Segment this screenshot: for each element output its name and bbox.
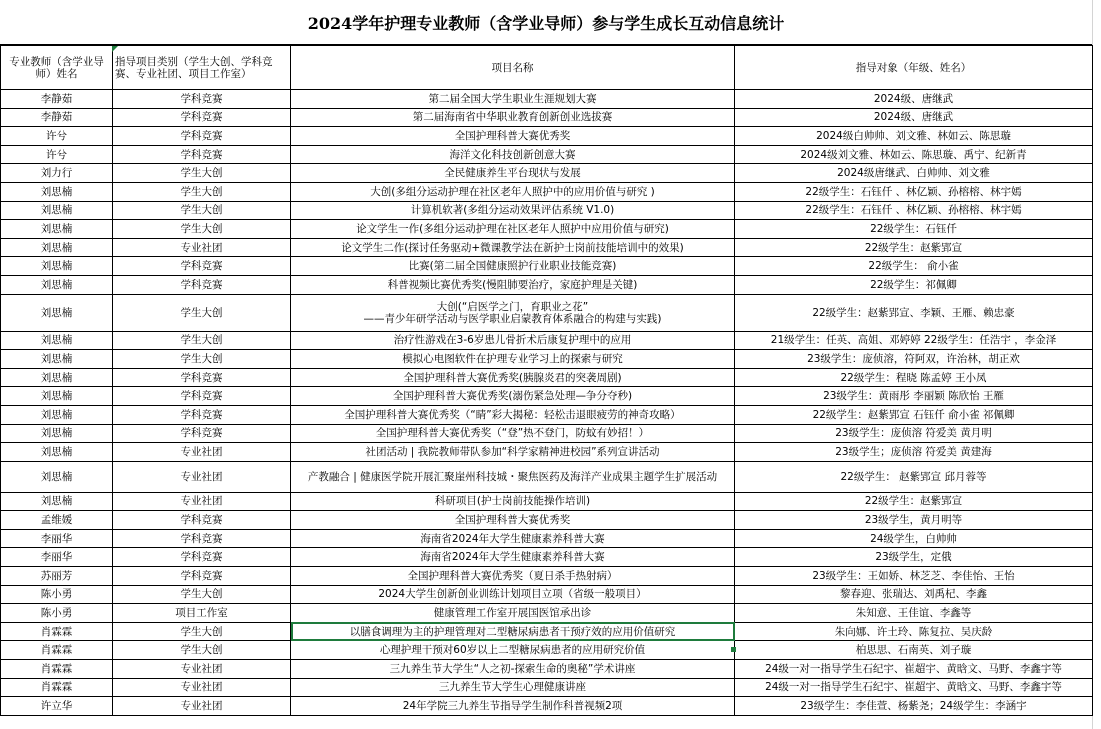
cell-project[interactable]: 全国护理科普大赛优秀奖 (291, 511, 735, 530)
table-row (1, 461, 1093, 492)
cell-target[interactable]: 24级一对一指导学生石纪宇、崔超宇、黄晗文、马野、李鑫宇等 (735, 678, 1093, 697)
cell-target[interactable]: 2024级、唐继武 (735, 108, 1093, 127)
cell-teacher[interactable]: 刘力行 (1, 164, 113, 183)
cell-project[interactable]: 治疗性游戏在3-6岁患儿骨折术后康复护理中的应用 (291, 331, 735, 350)
table-row (1, 697, 1093, 716)
cell-teacher[interactable]: 刘思楠 (1, 257, 113, 276)
table-row (1, 405, 1093, 424)
cell-category[interactable]: 专业社团 (113, 238, 291, 257)
cell-category[interactable]: 学科竞赛 (113, 511, 291, 530)
comment-indicator-icon (112, 46, 118, 52)
cell-category[interactable]: 学科竞赛 (113, 529, 291, 548)
table-row (1, 641, 1093, 660)
cell-category[interactable]: 学生大创 (113, 220, 291, 239)
cell-category[interactable]: 学科竞赛 (113, 90, 291, 109)
cell-teacher[interactable]: 肖霖霖 (1, 660, 113, 679)
cell-category[interactable]: 学科竞赛 (113, 387, 291, 406)
cell-teacher[interactable]: 李丽华 (1, 548, 113, 567)
cell-category[interactable]: 专业社团 (113, 678, 291, 697)
cell-project[interactable]: 全国护理科普大赛优秀奖（夏日杀手热射病） (291, 567, 735, 586)
cell-category[interactable]: 学科竞赛 (113, 127, 291, 146)
cell-project[interactable]: 全国护理科普大赛优秀奖 (291, 127, 735, 146)
header-project[interactable]: 项目名称 (291, 46, 735, 90)
cell-teacher[interactable]: 刘思楠 (1, 405, 113, 424)
table-row (1, 108, 1093, 127)
cell-category[interactable]: 学生大创 (113, 331, 291, 350)
cell-category[interactable]: 学科竞赛 (113, 145, 291, 164)
cell-target[interactable]: 21级学生：任英、高姐、邓婷婷 22级学生：任浩宇 ，李金泽 (735, 331, 1093, 350)
header-target[interactable]: 指导对象（年级、姓名） (735, 46, 1093, 90)
cell-target[interactable]: 23级学生：庞侦溶 符爱美 黄月明 (735, 424, 1093, 443)
cell-target[interactable]: 黎春迎、张瑞达、刘禹杞、李鑫 (735, 585, 1093, 604)
cell-target[interactable]: 22级学生：祁佩卿 (735, 275, 1093, 294)
cell-project[interactable]: 第二届全国大学生职业生涯规划大赛 (291, 90, 735, 109)
cell-project[interactable]: 24年学院三九养生节指导学生制作科普视频2项 (291, 697, 735, 716)
cell-project[interactable]: 第二届海南省中华职业教育创新创业选拔赛 (291, 108, 735, 127)
cell-teacher[interactable]: 陈小勇 (1, 585, 113, 604)
table-row (1, 127, 1093, 146)
cell-project[interactable]: 健康管理工作室开展国医馆承出诊 (291, 604, 735, 623)
cell-project[interactable]: 模拟心电图软件在护理专业学习上的探索与研究 (291, 350, 735, 369)
table-row (1, 492, 1093, 511)
cell-category[interactable]: 学生大创 (113, 182, 291, 201)
cell-teacher[interactable]: 肖霖霖 (1, 678, 113, 697)
table-row (1, 164, 1093, 183)
cell-category[interactable]: 学生大创 (113, 622, 291, 641)
cell-category[interactable]: 学科竞赛 (113, 275, 291, 294)
cell-project[interactable]: 科普视频比赛优秀奖(慢阻肺要治疗，家庭护理是关键) (291, 275, 735, 294)
cell-project[interactable]: 论文学生一作(多组分运动护理在社区老年人照护中应用价值与研究) (291, 220, 735, 239)
table-row (1, 145, 1093, 164)
cell-teacher[interactable]: 肖霖霖 (1, 622, 113, 641)
cell-teacher[interactable]: 李丽华 (1, 529, 113, 548)
cell-target[interactable]: 22级学生：赵紫郢宣、李颖、王雁、赖忠豪 (735, 294, 1093, 331)
cell-target[interactable]: 23级学生：黄雨彤 李丽颖 陈欣怡 王雁 (735, 387, 1093, 406)
cell-project[interactable]: 比赛(第二届全国健康照护行业职业技能竞赛) (291, 257, 735, 276)
cell-category[interactable]: 专业社团 (113, 443, 291, 462)
table-row (1, 294, 1093, 331)
cell-project[interactable]: 社团活动 | 我院教师带队参加“科学家精神进校园”系列宣讲活动 (291, 443, 735, 462)
cell-project[interactable]: 计算机软著(多组分运动效果评估系统 V1.0) (291, 201, 735, 220)
cell-category[interactable]: 学科竞赛 (113, 257, 291, 276)
cell-project[interactable]: 科研项目(护士岗前技能操作培训) (291, 492, 735, 511)
cell-project[interactable]: 全国护理科普大赛优秀奖（“睛”彩大揭秘：轻松击退眼疲劳的神奇攻略） (291, 405, 735, 424)
cell-target[interactable]: 22级学生： 俞小雀 (735, 257, 1093, 276)
cell-teacher[interactable]: 刘思楠 (1, 492, 113, 511)
cell-target[interactable]: 2024级唐继武、白帅帅、刘文雅 (735, 164, 1093, 183)
cell-target[interactable]: 23级学生，定俄 (735, 548, 1093, 567)
cell-category[interactable]: 学生大创 (113, 164, 291, 183)
cell-target[interactable]: 24级一对一指导学生石纪宇、崔超宇、黄晗文、马野、李鑫宇等 (735, 660, 1093, 679)
table-row (1, 387, 1093, 406)
cell-target[interactable]: 22级学生：程晓 陈孟婷 王小凤 (735, 368, 1093, 387)
table-row (1, 678, 1093, 697)
table-row (1, 220, 1093, 239)
cell-teacher[interactable]: 刘思楠 (1, 424, 113, 443)
sheet-title: 2024学年护理专业教师（含学业导师）参与学生成长互动信息统计 (0, 0, 1092, 45)
cell-teacher[interactable]: 刘思楠 (1, 461, 113, 492)
cell-target[interactable]: 22级学生：石钰仟 (735, 220, 1093, 239)
cell-category[interactable]: 专业社团 (113, 660, 291, 679)
cell-teacher[interactable]: 李静茹 (1, 108, 113, 127)
table-row (1, 201, 1093, 220)
cell-project[interactable]: 海南省2024年大学生健康素养科普大赛 (291, 529, 735, 548)
cell-teacher[interactable]: 刘思楠 (1, 368, 113, 387)
cell-teacher[interactable]: 刘思楠 (1, 201, 113, 220)
header-teacher[interactable]: 专业教师（含学业导师）姓名 (1, 46, 113, 90)
cell-target[interactable]: 2024级刘文雅、林如云、陈思璇、禹宁、纪新青 (735, 145, 1093, 164)
cell-category[interactable]: 学科竞赛 (113, 405, 291, 424)
table-row (1, 424, 1093, 443)
cell-teacher[interactable]: 刘思楠 (1, 238, 113, 257)
cell-category[interactable]: 学生大创 (113, 350, 291, 369)
cell-teacher[interactable]: 刘思楠 (1, 350, 113, 369)
cell-target[interactable]: 2024级、唐继武 (735, 90, 1093, 109)
cell-teacher[interactable]: 刘思楠 (1, 220, 113, 239)
data-table (0, 45, 1093, 716)
table-row (1, 511, 1093, 530)
cell-project[interactable]: 全国护理科普大赛优秀奖(胰腺炎君的突袭周剧) (291, 368, 735, 387)
cell-target[interactable]: 23级学生：李佳萱、杨紫尧；24级学生：李涵宇 (735, 697, 1093, 716)
cell-project[interactable]: 心理护理干预对60岁以上二型糖尿病患者的应用研究价值 (291, 641, 735, 660)
cell-teacher[interactable]: 刘思楠 (1, 387, 113, 406)
cell-target[interactable]: 2024级白帅帅、刘文雅、林如云、陈思璇 (735, 127, 1093, 146)
cell-target[interactable]: 朱向娜、许土玲、陈复拉、吴庆龄 (735, 622, 1093, 641)
cell-project[interactable]: 全国护理科普大赛优秀奖（“登”热不登门，防蚊有妙招！） (291, 424, 735, 443)
table-row (1, 331, 1093, 350)
cell-project[interactable]: 以膳食调理为主的护理管理对二型糖尿病患者干预疗效的应用价值研究 (291, 622, 735, 641)
table-row (1, 368, 1093, 387)
cell-teacher[interactable]: 刘思楠 (1, 294, 113, 331)
cell-category[interactable]: 专业社团 (113, 492, 291, 511)
cell-target[interactable]: 柏思思、石南英、刘子璇 (735, 641, 1093, 660)
cell-target[interactable]: 22级学生：石钰仟 、林亿颖、孙榕榕、林宇嫣 (735, 182, 1093, 201)
cell-teacher[interactable]: 陈小勇 (1, 604, 113, 623)
cell-project[interactable]: 全民健康养生平台现状与发展 (291, 164, 735, 183)
table-row (1, 585, 1093, 604)
cell-project[interactable]: 论文学生二作(探讨任务驱动+微课教学法在新护士岗前技能培训中的效果) (291, 238, 735, 257)
table-row (1, 622, 1093, 641)
table-row (1, 529, 1093, 548)
cell-target[interactable]: 22级学生：赵紫郢宣 (735, 238, 1093, 257)
cell-category[interactable]: 学生大创 (113, 201, 291, 220)
cell-teacher[interactable]: 许兮 (1, 145, 113, 164)
cell-project[interactable]: 产教融合 | 健康医学院开展汇聚崖州科技城・聚焦医药及海洋产业成果主题学生扩展活动 (291, 461, 735, 492)
cell-category[interactable]: 项目工作室 (113, 604, 291, 623)
table-row (1, 548, 1093, 567)
table-row (1, 660, 1093, 679)
table-row (1, 90, 1093, 109)
cell-teacher[interactable]: 刘思楠 (1, 182, 113, 201)
header-row (1, 46, 1093, 90)
cell-target[interactable]: 23级学生：庞侦溶，符阿双，许治林，胡正欢 (735, 350, 1093, 369)
cell-category[interactable]: 学生大创 (113, 294, 291, 331)
cell-project[interactable]: 2024大学生创新创业训练计划项目立项（省级一般项目） (291, 585, 735, 604)
table-row (1, 604, 1093, 623)
cell-project[interactable]: 大创(“启医学之门，育职业之花” ——青少年研学活动与医学职业启蒙教育体系融合的构建与实践) (291, 294, 735, 331)
cell-project[interactable]: 海洋文化科技创新创意大赛 (291, 145, 735, 164)
header-category[interactable]: 指导项目类别（学生大创、学科竞赛、专业社团、项目工作室） (113, 46, 291, 90)
cell-category[interactable]: 学科竞赛 (113, 548, 291, 567)
table-row (1, 567, 1093, 586)
cell-project[interactable]: 三九养生节大学生心理健康讲座 (291, 678, 735, 697)
cell-project[interactable]: 大创(多组分运动护理在社区老年人照护中的应用价值与研究 ) (291, 182, 735, 201)
cell-teacher[interactable]: 刘思楠 (1, 443, 113, 462)
cell-target[interactable]: 23级学生，黄月明等 (735, 511, 1093, 530)
cell-teacher[interactable]: 苏丽芳 (1, 567, 113, 586)
table-row (1, 257, 1093, 276)
cell-teacher[interactable]: 许立华 (1, 697, 113, 716)
cell-target[interactable]: 24级学生，白帅帅 (735, 529, 1093, 548)
cell-category[interactable]: 学科竞赛 (113, 567, 291, 586)
table-row (1, 350, 1093, 369)
table-row (1, 275, 1093, 294)
cell-target[interactable]: 朱知意、王佳谊、李鑫等 (735, 604, 1093, 623)
cell-target[interactable]: 22级学生：赵紫郢宣 石钰仟 俞小雀 祁佩卿 (735, 405, 1093, 424)
cell-teacher[interactable]: 刘思楠 (1, 275, 113, 294)
fill-handle[interactable] (731, 647, 736, 652)
cell-project[interactable]: 三九养生节大学生“人之初-探索生命的奥秘”学术讲座 (291, 660, 735, 679)
cell-category[interactable]: 学生大创 (113, 585, 291, 604)
cell-category[interactable]: 专业社团 (113, 697, 291, 716)
cell-project[interactable]: 海南省2024年大学生健康素养科普大赛 (291, 548, 735, 567)
cell-target[interactable]: 22级学生：赵紫郢宣 (735, 492, 1093, 511)
cell-category[interactable]: 专业社团 (113, 461, 291, 492)
cell-target[interactable]: 22级学生： 赵紫郢宣 邱月蓉等 (735, 461, 1093, 492)
cell-category[interactable]: 学生大创 (113, 641, 291, 660)
cell-category[interactable]: 学科竞赛 (113, 424, 291, 443)
cell-teacher[interactable]: 许兮 (1, 127, 113, 146)
cell-teacher[interactable]: 孟维媛 (1, 511, 113, 530)
cell-project[interactable]: 全国护理科普大赛优秀奖(溺伤紧急处理—争分夺秒) (291, 387, 735, 406)
cell-target[interactable]: 23级学生；庞侦溶 符爱美 黄建海 (735, 443, 1093, 462)
table-row (1, 443, 1093, 462)
cell-target[interactable]: 23级学生：王如娇、林芝芝、李佳怡、王怡 (735, 567, 1093, 586)
cell-teacher[interactable]: 刘思楠 (1, 331, 113, 350)
table-row (1, 238, 1093, 257)
cell-category[interactable]: 学科竞赛 (113, 368, 291, 387)
cell-target[interactable]: 22级学生：石钰仟 、林亿颖、孙榕榕、林宇嫣 (735, 201, 1093, 220)
table-row (1, 182, 1093, 201)
cell-category[interactable]: 学科竞赛 (113, 108, 291, 127)
cell-teacher[interactable]: 肖霖霖 (1, 641, 113, 660)
cell-teacher[interactable]: 李静茹 (1, 90, 113, 109)
